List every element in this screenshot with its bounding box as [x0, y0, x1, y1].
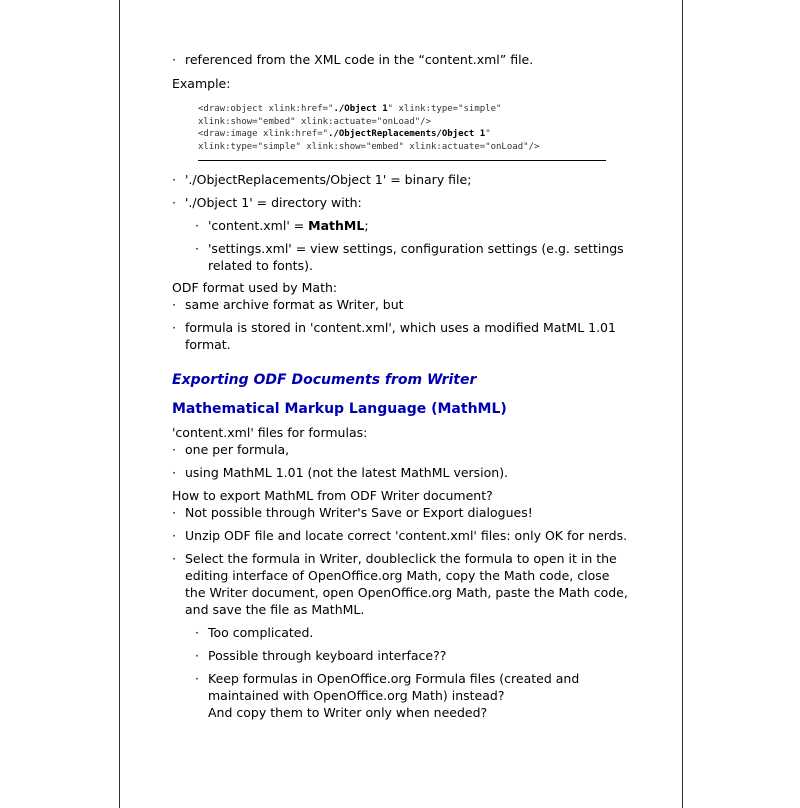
- subsection-heading: Mathematical Markup Language (MathML): [172, 401, 507, 417]
- section-text: 'content.xml' files for formulas:: [172, 425, 368, 440]
- list-item: · Keep formulas in OpenOffice.org Formula files (created and maintained with OpenOffice.org Math) instead? And copy them to Writer only when needed?: [195, 670, 632, 721]
- list-item: · Select the formula in Writer, doubleclick the formula to open it in the editing interface of OpenOffice.org Math, copy the Math code, close the Writer document, open OpenOffice.org Math, paste the Math code, and save the file as MathML.: [172, 550, 632, 618]
- list-item: · Possible through keyboard interface??: [195, 647, 632, 664]
- list-item: · referenced from the XML code in the “content.xml” file.: [172, 51, 632, 68]
- list-item: · 'settings.xml' = view settings, configuration settings (e.g. settings related to fonts).: [195, 240, 632, 274]
- document-page: [119, 0, 683, 808]
- section-text: How to export MathML from ODF Writer document?: [172, 488, 493, 503]
- code-line: <draw:object xlink:href="./Object 1" xlink:type="simple": [198, 104, 502, 114]
- example-label: Example:: [172, 76, 231, 91]
- code-line: xlink:type="simple" xlink:show="embed" xlink:actuate="onLoad"/>: [198, 141, 540, 152]
- list-item: · 'content.xml' = MathML;: [195, 217, 632, 234]
- list-item: · formula is stored in 'content.xml', which uses a modified MatML 1.01 format.: [172, 319, 632, 353]
- list-item: · Unzip ODF file and locate correct 'content.xml' files: only OK for nerds.: [172, 527, 632, 544]
- section-text: ODF format used by Math:: [172, 280, 338, 295]
- page-content: [172, 51, 632, 721]
- list-item: · Too complicated.: [195, 624, 632, 641]
- section-heading: Exporting ODF Documents from Writer: [172, 372, 477, 388]
- list-item: · same archive format as Writer, but: [172, 296, 632, 313]
- list-item: · one per formula,: [172, 441, 632, 458]
- list-item: · Not possible through Writer's Save or Export dialogues!: [172, 504, 632, 521]
- list-item: · './Object 1' = directory with:: [172, 194, 632, 211]
- list-item: · './ObjectReplacements/Object 1' = binary file;: [172, 171, 632, 188]
- code-example: [198, 103, 606, 161]
- code-line: <draw:image xlink:href="./ObjectReplacements/Object 1": [198, 129, 491, 139]
- code-line: xlink:show="embed" xlink:actuate="onLoad"/>: [198, 116, 431, 127]
- list-item: · using MathML 1.01 (not the latest MathML version).: [172, 464, 632, 481]
